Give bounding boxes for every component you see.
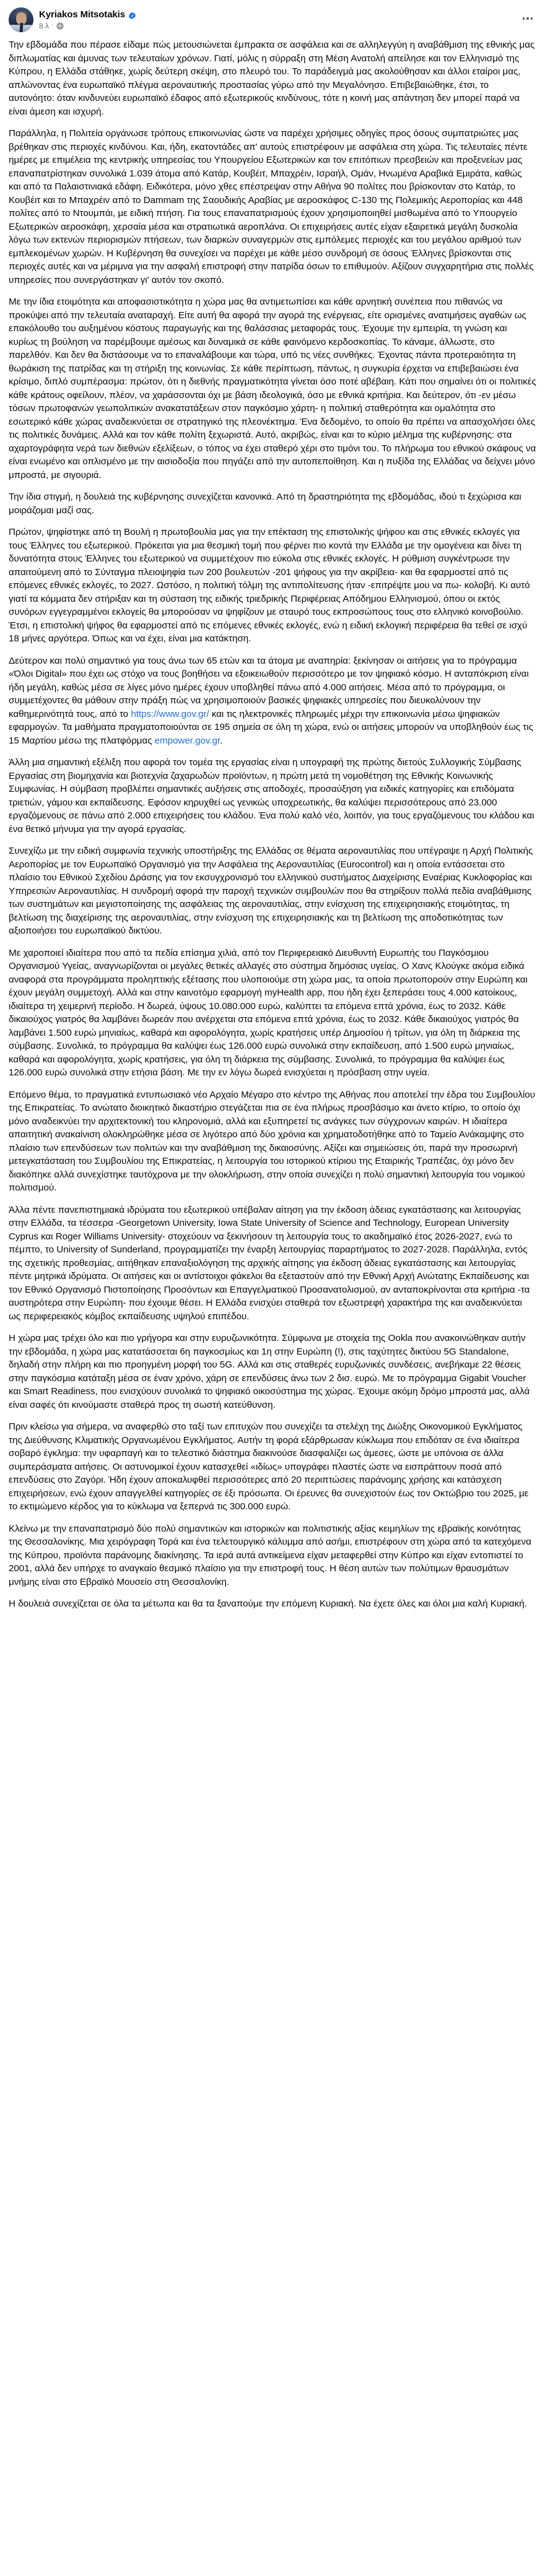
post-header — [0, 0, 545, 35]
post-paragraph: Πριν κλείσω για σήμερα, να αναφερθώ στο ταξί των επιτυχών που συνεχίζει τα στελέχη της Διώξης Οικονομικού Εγκλήματος της Διεύθυνσης Κλιματικής Οργανωμένου Εγκλήματος. Αυτήν τη φορά εξάρθρωσαν κύκλωμα που επιδόταν σε ένα ιδιαίτερα σοβαρό έγκλημα: την υφαρπαγή και το τελεστικό διάστημα διακινούσε διασφαλίζει ως άμεσες, ώστε με υπόνοια σε άλλα συμπεράσματα αιτήσεις. Οι αστυνομικοί έχουν κατασχεθεί «ιδίως» υπογράφει πλαστές ώστε να εισπράττουν ποσά από επενδύσεις στο Ζαγόρι. Ήδη έχουν αποκαλυφθεί περισσότερες από 20 περιπτώσεις παράνομης χρήσης και κατάσχεση επιχειρήσεων, ενώ έχουν απαγγελθεί κατηγορίες σε έξι πρόσωπα. Οι έρευνες θα συνεχιστούν έως τον Οκτώβριο του 2025, με το εκτιμώμενο κέρδος για το κύκλωμα να ξεπερνά τις 300.000 ευρώ. — [9, 1421, 529, 1512]
post-paragraph: Παράλληλα, η Πολιτεία οργάνωσε τρόπους επικοινωνίας ώστε να παρέχει χρήσιμες οδηγίες προς όσους συμπατριώτες μας βρέθηκαν στις περιοχές κινδύνου. Και, ήδη, εκατοντάδες απ' αυτούς επιστρέφουν με ασφάλεια στη χώρα. Τις τελευταίες πέντε ημέρες με επιμέλεια της κεντρικής υπηρεσίας του Υπουργείου Εξωτερικών και τον επιτόπιων πρεσβειών και προξενείων μας επαναπατρίστηκαν συνολικά 1.039 άτομα από Κατάρ, Κουβέιτ, Μπαχρέιν, Ισραήλ, Ομάν, Ηνωμένα Αραβικά Εμιράτα, καθώς και από τα Παλαιστινιακά εδάφη. Ειδικότερα, μόνο χθες επέστρεψαν στην Αθήνα 90 πολίτες που βρίσκονταν στο Κατάρ, το Κουβέιτ και το Μπαχρέιν από το Dammam της Σαουδικής Αραβίας με αεροσκάφος C-130 της Πολεμικής Αεροπορίας και 448 πολίτες από το Ντουμπάι, με ειδική πτήση. Για τους επαναπατρισμούς έχουν χρησιμοποιηθεί μισθωμένα από το Υπουργείο Εξωτερικών αεροσκάφη, χερσαία μέσα και στρατιωτικά αεροπλάνα. Οι επιχειρήσεις αυτές είχαν εξαιρετικά μεγάλη δυσκολία λόγω των εκτενών περιορισμών πτήσεων, των διαρκών συναγερμών στις εμπόλεμες περιοχές και του μεγάλου αριθμού των εμπλεκομένων χωρών. Η Κυβέρνηση θα συνεχίσει να παρέχει με κάθε μέσο συνδρομή σε όσους Έλληνες βρίσκονται στις περιοχές αυτές και να μέριμνα για την ασφαλή επιστροφή στην πατρίδα όσων το επιθυμούν. Αξίζουν συγχαρητήρια στις πολλές υπηρεσίες που συνεργάστηκαν γι' αυτόν τον σκοπό. — [9, 128, 534, 285]
post-meta — [39, 22, 136, 30]
avatar-detail-tie — [19, 23, 23, 32]
post-paragraph: Άλλη μια σημαντική εξέλιξη που αφορά τον τομέα της εργασίας είναι η υπογραφή της πρώτης διετούς Συλλογικής Σύμβασης Εργασίας στη βιομηχανία και βιοτεχνία ζαχαρωδών προϊόντων, η πρώτη μετά τη νομοθέτηση της Εθνικής Κοινωνικής Συμφωνίας. Η σύμβαση προβλέπει σημαντικές αυξήσεις στις αποδοχές, προσαύξηση για ειδικές κατηγορίες και επιδόματα τριετιών, γάμου και εκπαίδευσης. Εφόσον κηρυχθεί ως γενικώς υποχρεωτικής, θα καλύψει περισσότερους από 23.000 εργαζόμενους σε πάνω από 2.000 επιχειρήσεις του κλάδου. Ένα πολύ καλό νέο, λοιπόν, για τους εργαζόμενους του κλάδου και ένα θετικό μήνυμα για την αγορά εργασίας. — [9, 757, 534, 835]
paragraph-text-mid-link: και τις ηλεκτρονικές πληρωμές μέχρι την επικοινωνία μέσω ψηφιακών εφαρμογών. Τα μαθήματα πραγματοποιούνται σε 195 σημεία σε όλη τη χώρα, ενώ οι αιτήσεις μπορούν να υποβληθούν έως τις 15 Μαρτίου μέσω της πλατφόρμας — [9, 708, 533, 746]
post-timestamp[interactable]: 8 λ — [39, 21, 50, 30]
post-paragraph-with-links — [9, 654, 536, 748]
gov-gr-link[interactable]: https://www.gov.gr/ — [131, 708, 209, 719]
post-paragraph: Με χαροποιεί ιδιαίτερα που από τα πεδία επίσημα χιλιά, από τον Περιφερειακό Διευθυντή Ευρωπής του Παγκόσμιου Οργανισμού Υγείας, αναγνωρίζονται οι μεγάλες θετικές αλλαγές στο σύστημα δημόσιας υγείας. Ο Χανς Κλούγκε ακόμα ειδικά αναφορά στα προγράμματα προληπτικής εξέτασης που υλοποιούμε στη χώρα μας, τα οποία πρωτοπορούν στην Ευρώπη και έχουν μεγάλη συμμετοχή. Αλλά και στην καινοτόμο εφαρμογή myHealth app, που ήδη έχει ξεπεράσει τους 4.000 κατοίκους, ιδιαίτερα τη χειμερινή περίοδο. Η δωρεά, ύψους 10.080.000 ευρώ, καλύπτει τα επόμενα επτά χρόνια, έως το 2032. Κάθε δικαιούχος γιατρός θα λαμβάνει δωρεάν που ανέρχεται στα επόμενα επτά χρόνια, έως το 2032. Κάθε δικαιούχος γιατρός θα λαμβάνει 1.500 ευρώ μηνιαίως, καθαρά και αφορολόγητα, χωρίς κρατήσεις υπέρ Δημοσίου ή τρίτων, για όλη τη διάρκεια της σύμβασης. Συνολικά, το πρόγραμμα θα καλύψει έως 126.000 ευρώ συνολικά στην εκπαίδευση, από 1.500 ευρώ μηνιαίως, καθαρά και αφορολόγητα, χωρίς κρατήσεις, για όλη τη διάρκεια της σύμβασης. Συνολικά, το πρόγραμμα θα καλύψει έως 126.000 ευρώ συνολικά στην ετήσια βάση. Με την εν λόγω δωρεά ενισχύεται η πρόσβαση στην υγεία. — [9, 947, 528, 1078]
post-body — [0, 35, 545, 1624]
globe-icon[interactable] — [56, 22, 64, 30]
more-dot — [523, 17, 525, 20]
post-paragraph: Η χώρα μας τρέχει όλο και πιο γρήγορα και στην ευρυζωνικότητα. Σύμφωνα με στοιχεία της Ookla που ανακοινώθηκαν αυτήν την εβδομάδα, η χώρα μας κατατάσσεται 6η παγκοσμίως και 1η στην Ευρώπη (!), στις ταχύτητες δικτύου 5G Standalone, δηλαδή στην πλήρη και πιο προηγμένη μορφή του 5G. Αλλά και στις σταθερές ευρυζωνικές συνδέσεις, ανεβήκαμε 22 θέσεις στην παγκόσμια κατάταξη μέσα σε έναν χρόνο, χάρη σε επενδύσεις άνω των 2 δισ. ευρώ. Με το πρόγραμμα Gigabit Voucher και Smart Readiness, που ενισχύουν συνολικά το ψηφιακό οικοσύστημα της χώρας. Έχουμε ακόμη δρόμο μπροστά μας, αλλά είναι σαφές ότι κινούμαστε σταθερά προς τη σωστή κατεύθυνση. — [9, 1333, 530, 1410]
post-paragraph: Με την ίδια ετοιμότητα και αποφασιστικότητα η χώρα μας θα αντιμετωπίσει και κάθε αρνητική συνέπεια που πιθανώς να προκύψει από την τελευταία αναταραχή. Είτε αυτή θα αφορά την αγορά της ενέργειας, είτε ορισμένες ανατιμήσεις αγαθών ως επακόλουθο του αυξημένου κόστους παραγωγής και της θαλάσσιας μεταφοράς τους. Έχουμε την εμπειρία, τη γνώση και κυρίως τη βούληση να παρέμβουμε αμέσως και δυναμικά σε κάθε φαινόμενο κερδοσκοπίας. Το κάναμε, άλλωστε, στο παρελθόν. Και δεν θα διστάσουμε να το επαναλάβουμε και τώρα, υπό τις νέες συνθήκες. Έχοντας πάντα προτεραιότητα τη θωράκιση της πατρίδας και τη στήριξη της κοινωνίας. Σε κάθε περίπτωση, πάντως, η συγκυρία έρχεται να επιβεβαιώσει ένα κρίσιμο, διπλό συμπέρασμα: πρώτον, ότι η διεθνής πραγματικότητα γίνεται όσο ποτέ αβέβαιη. Κάτι που σημαίνει ότι οι πολιτικές κάθε κράτους οφείλουν, πλέον, να χαράσσονται όχι με βάση ιδεολογικά, όσο με εθνικά κριτήρια. Και δεύτερον, ότι -εν μέσω τόσων πρωτοφανών γεωπολιτικών ανακατατάξεων στον παγκόσμιο χάρτη- η πολιτική σταθερότητα και ομαλότητα στο εσωτερικό κάθε χώρας αναδεικνύεται σε στρατηγικό της πλεονέκτημα. Ένα δεδομένο, το οποίο θα πρέπει να απασχολήσει όλες τις πολιτικές δυνάμεις. Αλλά και τον κάθε πολίτη ξεχωριστά. Αυτό, ακριβώς, είναι και το κύριο μέλημα της κυβέρνησης: στα αχαρτογράφητα νερά των διεθνών εξελίξεων, ο τόπος να έχει σταθερό χέρι στο τιμόνι του. Το πλήρωμα του εθνικού σκάφους να είναι ενωμένο και οπλισμένο με την αισιοδοξία που πηγάζει από την αυτοπεποίθηση. Και η πυξίδα της Ελλάδας να δείχνει μόνο μπροστά, με σιγουριά. — [9, 297, 536, 480]
post-paragraph: Κλείνω με την επαναπατρισμό δύο πολύ σημαντικών και ιστορικών και πολιτιστικής αξίας κειμηλίων της εβραϊκής κοινότητας της Θεσσαλονίκης. Μια χειρόγραφη Τορά και ένα τελετουργικό κάλυμμα από ασήμι, επιστρέφουν στη χώρα από τα κατεχόμενα της Κύπρου, προϊόντα παράνομης διακίνησης. Τα ιερά αυτά αντικείμενα είχαν μεταφερθεί στην Κύπρο και είχαν εντοπιστεί το 2001, αλλά δεν υπήρχε το αναγκαίο θεσμικό πλαίσιο για την επιστροφή τους. Η θέση αυτών των πολύτιμων θραυσμάτων μνήμης είναι στο Εβραϊκό Μουσείο στη Θεσσαλονίκη. — [9, 1523, 531, 1587]
avatar[interactable] — [9, 7, 33, 32]
post-paragraph: Την ίδια στιγμή, η δουλειά της κυβέρνησης συνεχίζεται κανονικά. Από τη δραστηριότητα της εβδομάδας, ιδού τι ξεχώρισα και μοιράζομαι μαζί σας. — [9, 492, 521, 516]
post-paragraph: Πρώτον, ψηφίστηκε από τη Βουλή η πρωτοβουλία μας για την επέκταση της επιστολικής ψήφου και στις εθνικές εκλογές για τους Έλληνες του εξωτερικού. Πρόκειται για μια θεσμική τομή που φέρνει πιο κοντά την Ελλάδα με την ομογένεια και δίνει τη δυνατότητα στους Έλληνες του εξωτερικού να συμμετέχουν πιο εύκολα στις εθνικές εκλογές. Η ρύθμιση συγκέντρωσε την απαιτούμενη από το Σύνταγμα πλειοψηφία των 200 βουλευτών -201 ψήφους για την ακρίβεια- και θα εφαρμοστεί από τις επόμενες εθνικές εκλογές, το 2027. Ωστόσο, η πολιτική τόλμη της αντιπολίτευσης ήταν -επιτρέψτε μου να πω- κολοβή. Κι αυτό γιατί τα κόμματα δεν στήριξαν και τη σύσταση της ειδικής τριεδρικής Περιφέρειας Απόδημου Ελληνισμού, όπου οι εκτός συνόρων εγγεγραμμένοι εκλογείς θα μπορούσαν να ψηφίζουν με σταυρό τους εκπροσώπους τους στο ελληνικό κοινοβούλιο. Έτσι, η επιστολική ψήφος θα εφαρμοστεί από τις επόμενες εθνικές εκλογές, ενώ η ειδική εκλογική περιφέρεια θα τεθεί σε ισχύ 18 μήνες αργότερα. Όπως και να έχει, είναι μια κατάκτηση. — [9, 527, 530, 644]
verified-badge-icon — [128, 12, 136, 20]
post-paragraph: Επόμενο θέμα, το πραγματικά εντυπωσιακό νέο Αρχαίο Μέγαρο στο κέντρο της Αθήνας που αποτελεί την έδρα του Συμβουλίου της Επικρατείας. Το ανώτατο διοικητικό δικαστήριο στεγάζεται πια σε ένα πλήρως προσβάσιμο και άνετο κτίριο, το οποίο όχι μόνο αναδεικνύει την αρχιτεκτονική του κληρονομιά, αλλά και εξυπηρετεί τις ανάγκες των σύγχρονων καιρών. Η ιδιαίτερα απαιτητική ανακαίνιση ολοκληρώθηκε μέσα σε λιγότερο από δύο χρόνια και χρηματοδοτήθηκε από το Ταμείο Ανάκαμψης στο πλαίσιο των επενδύσεων των πολιτών και την αναβάθμιση της δικαιοσύνης. Αξίζει και σημειώσεις ότι, παρά την προσωρινή μετεγκατάσταση του Συμβουλίου της Επικρατείας, η λειτουργία του ιστορικού κτίριου της Εταιρικής Τραπέζας, όχι μόνο δεν διακόπηκε αλλά συνεχίστηκε ταυτόχρονα με την ολοκλήρωση, στην οποία συνεχίζει η πολύ σημαντική λειτουργία του νομικού πολιτισμού. — [9, 1089, 535, 1193]
post-paragraph: Η δουλειά συνεχίζεται σε όλα τα μέτωπα και θα τα ξαναπούμε την επόμενη Κυριακή. Να έχετε όλες και όλοι μια καλή Κυριακή. — [9, 1598, 527, 1609]
author-name[interactable]: Kyriakos Mitsotakis — [39, 9, 125, 20]
more-dot — [531, 17, 533, 20]
paragraph-text-before-link: Δεύτερον και πολύ σημαντικό για τους άνω των 65 ετών και τα άτομα με αναπηρία: ξεκίνησαν οι αιτήσεις για το πρόγραμμα «Όλοι Digital» που έχει ως στόχο να τους βοηθήσει να εξοικειωθούν περισσότερο με τον ψηφιακό κόσμο. Η ανταπόκριση είναι ήδη μεγάλη, καθώς μέσα σε λίγες μόνο ημέρες έχουν υποβληθεί πάνω από 4.000 αιτήσεις. Μέσα από το πρόγραμμα, οι συμμετέχοντες θα μάθουν στην πράξη πώς να χρησιμοποιούν βασικές ψηφιακές υπηρεσίες που διευκολύνουν την καθημερινότητά τους, από το — [9, 655, 529, 719]
post-paragraph: Την εβδομάδα που πέρασε είδαμε πώς μετουσιώνεται έμπρακτα σε ασφάλεια και σε αλληλεγγύη η αναβάθμιση της εθνικής μας διπλωματίας και άμυνας των τελευταίων χρόνων. Γιατί, μόλις η σύρραξη στη Μέση Ανατολή απείλησε και τον Ελληνισμό της Κύπρου, η Ελλάδα στάθηκε, χωρίς δεύτερη σκέψη, στο πλευρό του. Το παράδειγμά μας ακολούθησαν και άλλοι εταίροι μας, απλώνοντας ένα ευρωπαϊκό πλέγμα αεροναυτικής προστασίας γύρω από την Μεγαλόνησο. Επιβεβαιώθηκε, έτσι, το αυτονόητο: όταν κινδυνεύει ευρωπαϊκό έδαφος από εξωτερικούς κινδύνους, τότε η κοινή μας απάντηση δεν μπορεί παρά να είναι άμεση και ισχυρή. — [9, 40, 535, 117]
author-row — [39, 10, 136, 20]
post-header-text — [39, 7, 136, 32]
paragraph-text-after-link: . — [220, 735, 223, 746]
post-paragraph: Συνεχίζω με την ειδική συμφωνία τεχνικής υποστήριξης της Ελλάδας σε θέματα αεροναυτιλίας που υπέγραψε η Αρχή Πολιτικής Αεροπορίας με τον Ευρωπαϊκό Οργανισμό για την Ασφάλεια της Αεροναυτιλίας (Eurocontrol) και η οποία εντάσσεται στο πλαίσιο του Εθνικού Σχεδίου Δράσης για τον εκσυγχρονισμό του ελληνικού συστήματος Διαχείρισης Εναέριας Κυκλοφορίας και Υπηρεσιών Αεροναυτιλίας. Η συνδρομή αφορά την παροχή τεχνικών συμβουλών που θα στηρίξουν πολλά πεδία αναβάθμισης των συστημάτων και μεγιστοποίησης της ασφάλειας της αεροναυτιλίας, στην ενίσχυση της επιχειρησιακής ετοιμότητας, τη βελτίωση της διαχείρισης της αεροναυτιλίας, στην ενίσχυση της επιχειρησιακής και τη βελτίωση της αποδοτικότητας των αξιοποιήσει του ευρωπαϊκού δικτύου. — [9, 846, 533, 936]
post-options-menu-button[interactable] — [519, 10, 536, 27]
empower-gov-gr-link[interactable]: empower.gov.gr — [154, 735, 220, 746]
post-paragraph: Άλλα πέντε πανεπιστημιακά ιδρύματα του εξωτερικού υπέβαλαν αίτηση για την έκδοση άδειας εγκατάστασης και λειτουργίας στην Ελλάδα, τα τέσσερα -Georgetown University, Iowa State University of Science and Technology, European University Cyprus και Roger Williams University- στοχεύουν να ξεκινήσουν τη λειτουργία τους το ακαδημαϊκό έτος 2026-2027, ενώ το πέμπτο, το University of Sunderland, προγραμματίζει την έναρξη λειτουργίας παραρτήματος το 2027-2028. Παράλληλα, εντός της σχετικής προθεσμίας, αιτήθηκαν επαναξιολόγηση της αρχικής αίτησης για έκδοση άδειας εγκατάστασης και λειτουργίας πέντε μητρικά ιδρύματα. Οι αιτήσεις και οι αντίστοιχοι φάκελοι θα εξεταστούν από την Εθνική Αρχή Ανώτατης Εκπαίδευσης και τον Εθνικό Οργανισμό Πιστοποίησης Προσόντων και Επαγγελματικού Προσανατολισμού, αν ανταποκρίνονται στα κριτήρια -τα αυστηρότερα στην Ευρώπη- που έχουμε θέσει. Η Ελλάδα ενισχύει σταθερά τον εξωστρεφή χαρακτήρα της και αναδεικνύεται ως περιφερειακός κόμβος εκπαίδευσης υψηλού επιπέδου. — [9, 1204, 530, 1322]
meta-separator: · — [51, 21, 54, 29]
more-dot — [526, 17, 529, 20]
